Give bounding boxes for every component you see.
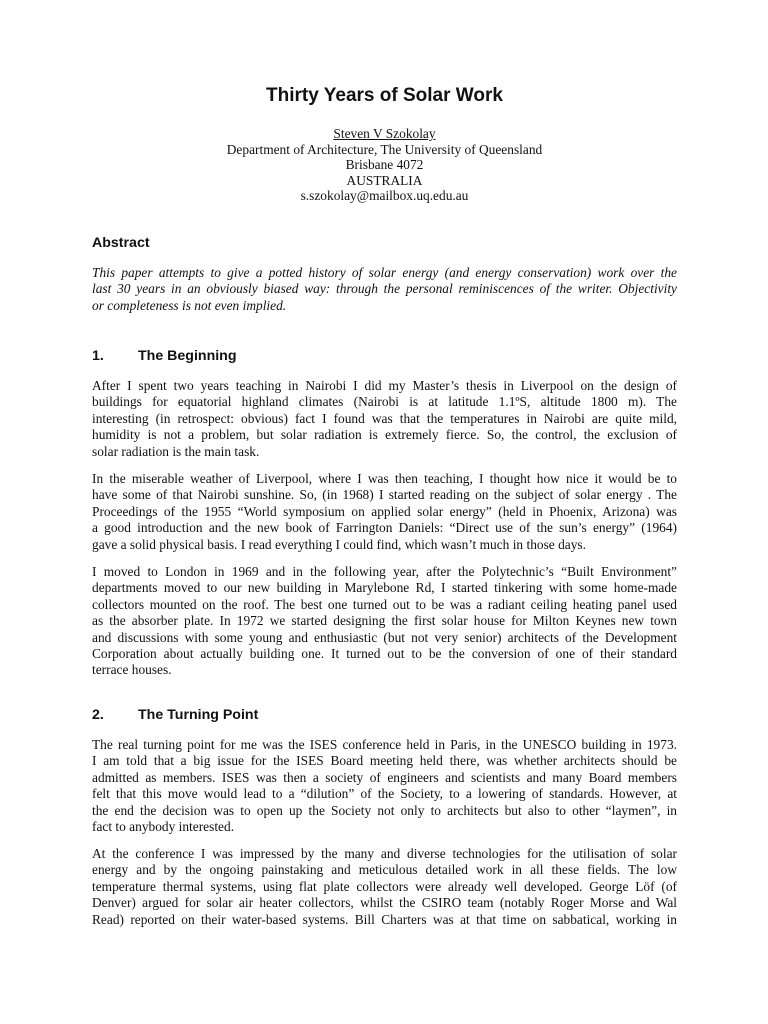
- text-line: Corporation about actually building one. It turned out to be the conversion of one of their standard: [92, 646, 677, 662]
- text-line: have some of that Nairobi sunshine. So, (in 1968) I started reading on the subject of solar energy . The: [92, 487, 677, 503]
- text-line: a good introduction and the new book of Farrington Daniels: “Direct use of the sun’s energy” (1964): [92, 520, 677, 536]
- text-line: Read) reported on their water-based systems. Bill Charters was at that time on sabbatical, working in: [92, 911, 677, 927]
- text-line: After I spent two years teaching in Nairobi I did my Master’s thesis in Liverpool on the design of: [92, 378, 677, 393]
- section-title: The Turning Point: [138, 707, 259, 723]
- text-line: fact to anybody interested.: [92, 819, 235, 835]
- text-line: humidity is not a problem, but solar radiation is extremely fierce. So, the control, the exclusion of: [92, 427, 677, 443]
- text-line: and discussions with some young and enthusiastic (but not very senior) architects of the Development: [92, 629, 677, 645]
- section-title: The Beginning: [138, 348, 237, 364]
- text-line: In the miserable weather of Liverpool, where I was then teaching, I thought how nice it would be to: [92, 471, 677, 486]
- author-department: Department of Architecture, The University of Queensland: [226, 141, 543, 157]
- author-name: Steven V Szokolay: [333, 126, 436, 141]
- text-line: energy and by the ongoing painstaking and meticulous detailed work in all these fields. The low: [92, 862, 677, 878]
- text-line: I am told that a big issue for the ISES Board meeting held there, was whether architects should be: [92, 753, 677, 769]
- text-line: buildings for equatorial highland climates (Nairobi is at latitude 1.1ºS, altitude 1800 m). The: [92, 394, 677, 410]
- text-line: as the absorber plate. In 1972 we started designing the first solar house for Milton Keynes new town: [92, 613, 677, 629]
- text-line: At the conference I was impressed by the many and diverse technologies for the utilisation of solar: [92, 846, 677, 861]
- text-line: the end the decision was to open up the Society not only to architects but also to other “laymen”, in: [92, 802, 677, 818]
- paragraph: [92, 737, 677, 835]
- author-email: s.szokolay@mailbox.uq.edu.au: [300, 188, 469, 204]
- abstract-line: last 30 years in an obviously biased way: through the personal reminiscences of the writer. Objectivity: [92, 281, 677, 297]
- text-line: Proceedings of the 1955 “World symposium on applied solar energy” (held in Phoenix, Arizona) was: [92, 503, 677, 519]
- text-line: gave a solid physical basis. I read everything I could find, which wasn’t much in those days.: [92, 536, 586, 552]
- paper-title: Thirty Years of Solar Work: [266, 85, 503, 106]
- text-line: Denver) argued for solar air heater collectors, whilst the CSIRO team (notably Roger Morse and Wal: [92, 895, 677, 911]
- paragraph: [92, 564, 677, 679]
- text-line: felt that this move would lead to a “dilution” of the Society, to a lowering of standards. However, at: [92, 786, 677, 802]
- paragraph: [92, 378, 677, 460]
- text-line: collectors mounted on the roof. The best one turned out to be was a radiant ceiling heating panel used: [92, 596, 677, 612]
- text-line: terrace houses.: [92, 662, 172, 678]
- paragraph: [92, 471, 677, 553]
- abstract-text: [92, 265, 677, 314]
- text-line: The real turning point for me was the ISES conference held in Paris, in the UNESCO building in 1973.: [92, 737, 677, 752]
- abstract-heading: Abstract: [92, 235, 150, 251]
- section-number: 1.: [92, 348, 104, 364]
- text-line: solar radiation is the main task.: [92, 443, 260, 459]
- section-number: 2.: [92, 707, 104, 723]
- abstract-line: This paper attempts to give a potted history of solar energy (and energy conservation) work over the: [92, 265, 677, 280]
- section-heading-2: [92, 706, 258, 724]
- text-line: departments moved to our new building in Marylebone Rd, I started tinkering with some home-made: [92, 580, 677, 596]
- paragraph: [92, 846, 677, 928]
- author-city: Brisbane 4072: [345, 157, 424, 173]
- section-heading-1: [92, 347, 237, 365]
- text-line: admitted as members. ISES was then a society of engineers and scientists and many Board members: [92, 769, 677, 785]
- text-line: interesting (in retrospect: obvious) fact I found was that the temperatures in Nairobi are quite mild,: [92, 410, 677, 426]
- text-line: I moved to London in 1969 and in the following year, after the Polytechnic’s “Built Environment”: [92, 564, 677, 579]
- text-line: temperature thermal systems, using flat plate collectors were already well developed. George Löf (of: [92, 878, 677, 894]
- abstract-line: or completeness is not even implied.: [92, 297, 287, 313]
- author-country: AUSTRALIA: [346, 172, 423, 188]
- author-block: [92, 126, 677, 204]
